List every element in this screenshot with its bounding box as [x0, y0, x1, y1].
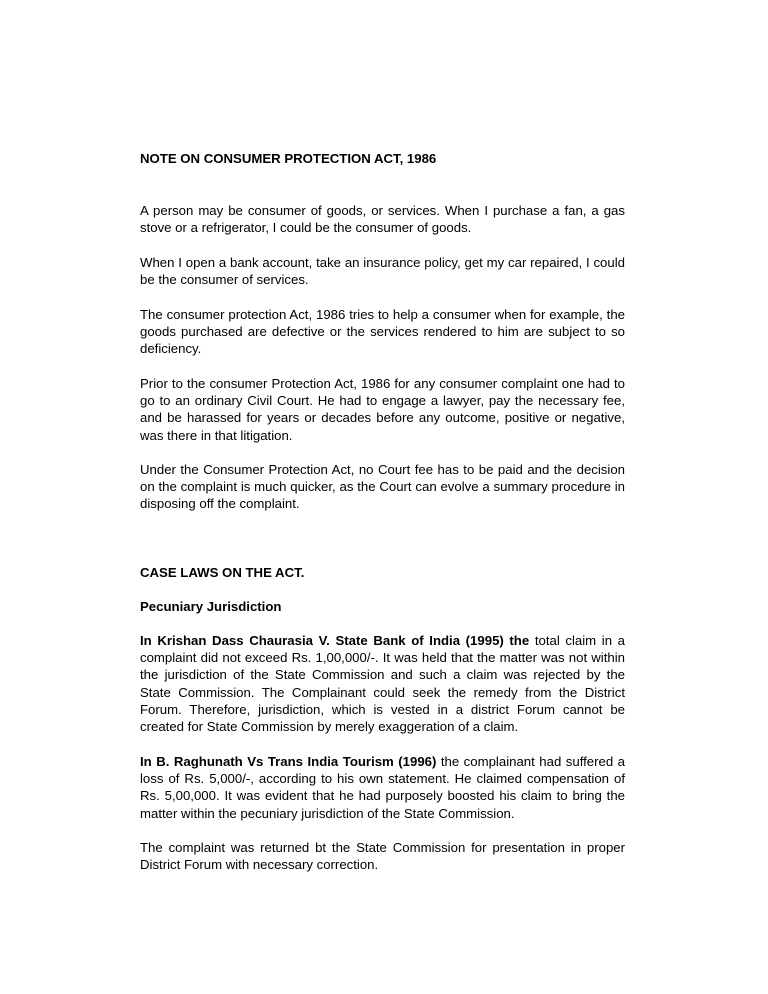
document-page: [140, 0, 625, 994]
case-1-citation: In Krishan Dass Chaurasia V. State Bank of India (1995) the: [140, 633, 530, 648]
intro-paragraph-3: The consumer protection Act, 1986 tries to help a consumer when for example, the goods purchased are defective or the services rendered to him are subject to so deficiency.: [140, 307, 625, 357]
document-title: NOTE ON CONSUMER PROTECTION ACT, 1986: [140, 151, 437, 166]
section-heading: Pecuniary Jurisdiction: [140, 599, 282, 614]
intro-paragraph-1: A person may be consumer of goods, or services. When I purchase a fan, a gas stove or a refrigerator, I could be the consumer of goods.: [140, 203, 625, 236]
case-2-citation: In B. Raghunath Vs Trans India Tourism (1996): [140, 754, 437, 769]
intro-paragraph-2: When I open a bank account, take an insurance policy, get my car repaired, I could be the consumer of services.: [140, 255, 625, 288]
intro-paragraph-5: Under the Consumer Protection Act, no Court fee has to be paid and the decision on the complaint is much quicker, as the Court can evolve a summary procedure in disposing off the complaint.: [140, 462, 625, 512]
case-2-body: the complainant had suffered a loss of Rs. 5,000/-, according to his own statement. He claimed compensation of Rs. 5,00,000. It was evident that he had purposely boosted his claim to bring the matter within the pecuniary jurisdiction of the State Commission.: [140, 754, 625, 821]
case-laws-heading: CASE LAWS ON THE ACT.: [140, 565, 305, 580]
closing-paragraph: The complaint was returned bt the State Commission for presentation in proper District Forum with necessary correction.: [140, 840, 625, 873]
case-paragraph-2: [140, 753, 625, 822]
case-1-body: total claim in a complaint did not exceed Rs. 1,00,000/-. It was held that the matter was not within the jurisdiction of the State Commission and such a claim was rejected by the State Commission. The Complainant could seek the remedy from the District Forum. Therefore, jurisdiction, which is vested in a district Forum cannot be created for State Commission by merely exaggeration of a claim.: [140, 633, 625, 735]
intro-paragraph-4: Prior to the consumer Protection Act, 1986 for any consumer complaint one had to go to an ordinary Civil Court. He had to engage a lawyer, pay the necessary fee, and be harassed for years or decades before any outcome, positive or negative, was there in that litigation.: [140, 376, 625, 443]
case-paragraph-1: [140, 632, 625, 735]
